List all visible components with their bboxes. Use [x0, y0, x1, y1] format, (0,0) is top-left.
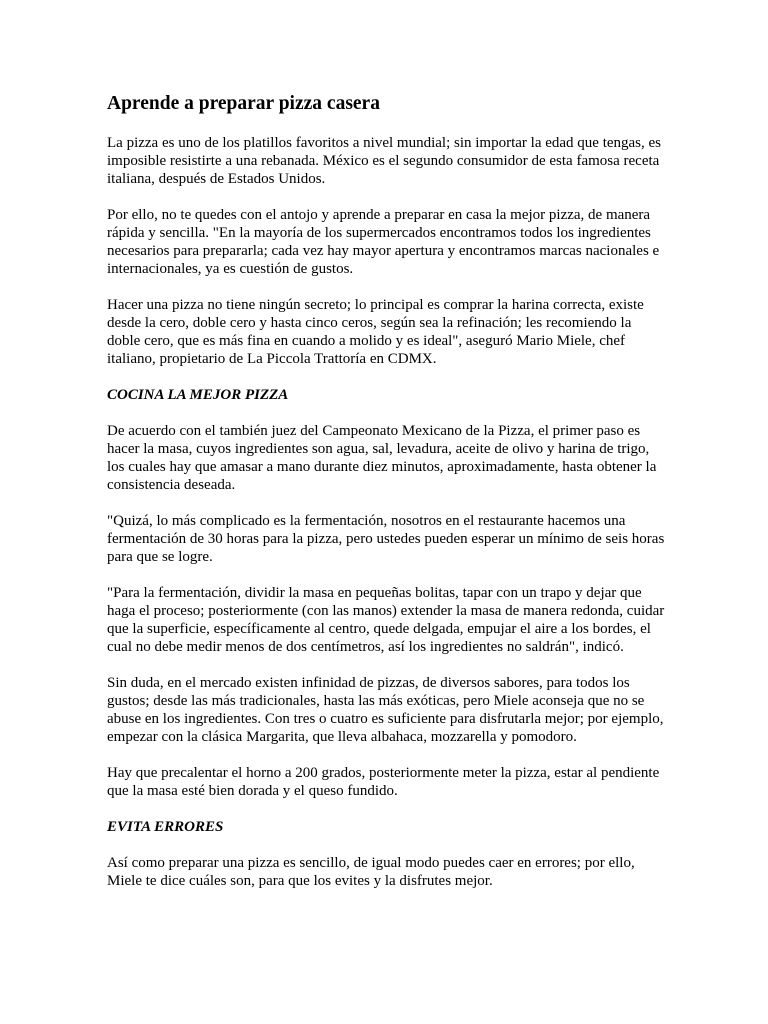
section-heading-cocina: COCINA LA MEJOR PIZZA — [107, 387, 289, 403]
paragraph-shaping: "Para la fermentación, dividir la masa en pequeñas bolitas, tapar con un trapo y dejar que haga el proceso; posteriormente (con las manos) extender la masa de manera redonda, cuidar que la superficie, específicamente al centro, quede delgada, empujar el aire a los bordes, el cual no debe medir menos de dos centímetros, así los ingredientes no saldrán", indicó. — [107, 585, 665, 655]
paragraph-flour: Hacer una pizza no tiene ningún secreto; lo principal es comprar la harina correcta, existe desde la cero, doble cero y hasta cinco ceros, según sea la refinación; les recomiendo la doble cero, que es más fina en cuando a molido y es ideal", aseguró Mario Miele, chef italiano, propietario de La Piccola Trattoría en CDMX. — [107, 297, 644, 367]
paragraph-fermentation: "Quizá, lo más complicado es la fermentación, nosotros en el restaurante hacemos una fermentación de 30 horas para la pizza, pero ustedes pueden esperar un mínimo de seis horas para que se logre. — [107, 513, 665, 565]
section-heading-errores: EVITA ERRORES — [107, 819, 224, 835]
paragraph-errors: Así como preparar una pizza es sencillo, de igual modo puedes caer en errores; por ello, Miele te dice cuáles son, para que los evites y la disfrutes mejor. — [107, 855, 635, 889]
paragraph-intro: La pizza es uno de los platillos favoritos a nivel mundial; sin importar la edad que tengas, es imposible resistirte a una rebanada. México es el segundo consumidor de esta famosa receta italiana, después de Estados Unidos. — [107, 135, 662, 187]
paragraph-supermarkets: Por ello, no te quedes con el antojo y aprende a preparar en casa la mejor pizza, de manera rápida y sencilla. "En la mayoría de los supermercados encontramos todos los ingredientes necesarios para prepararla; cada vez hay mayor apertura y encontramos marcas nacionales e internacionales, ya es cuestión de gustos. — [107, 207, 660, 277]
document-page — [107, 92, 667, 908]
paragraph-ingredients: Sin duda, en el mercado existen infinidad de pizzas, de diversos sabores, para todos los gustos; desde las más tradicionales, hasta las más exóticas, pero Miele aconseja que no se abuse en los ingredientes. Con tres o cuatro es suficiente para disfrutarla mejor; por ejemplo, empezar con la clásica Margarita, que lleva albahaca, mozzarella y pomodoro. — [107, 675, 664, 745]
document-title: Aprende a preparar pizza casera — [107, 93, 380, 114]
paragraph-dough: De acuerdo con el también juez del Campeonato Mexicano de la Pizza, el primer paso es hacer la masa, cuyos ingredientes son agua, sal, levadura, aceite de olivo y harina de trigo, los cuales hay que amasar a mano durante diez minutos, aproximadamente, hasta obtener la consistencia deseada. — [107, 423, 657, 493]
paragraph-oven: Hay que precalentar el horno a 200 grados, posteriormente meter la pizza, estar al pendiente que la masa esté bien dorada y el queso fundido. — [107, 765, 660, 799]
